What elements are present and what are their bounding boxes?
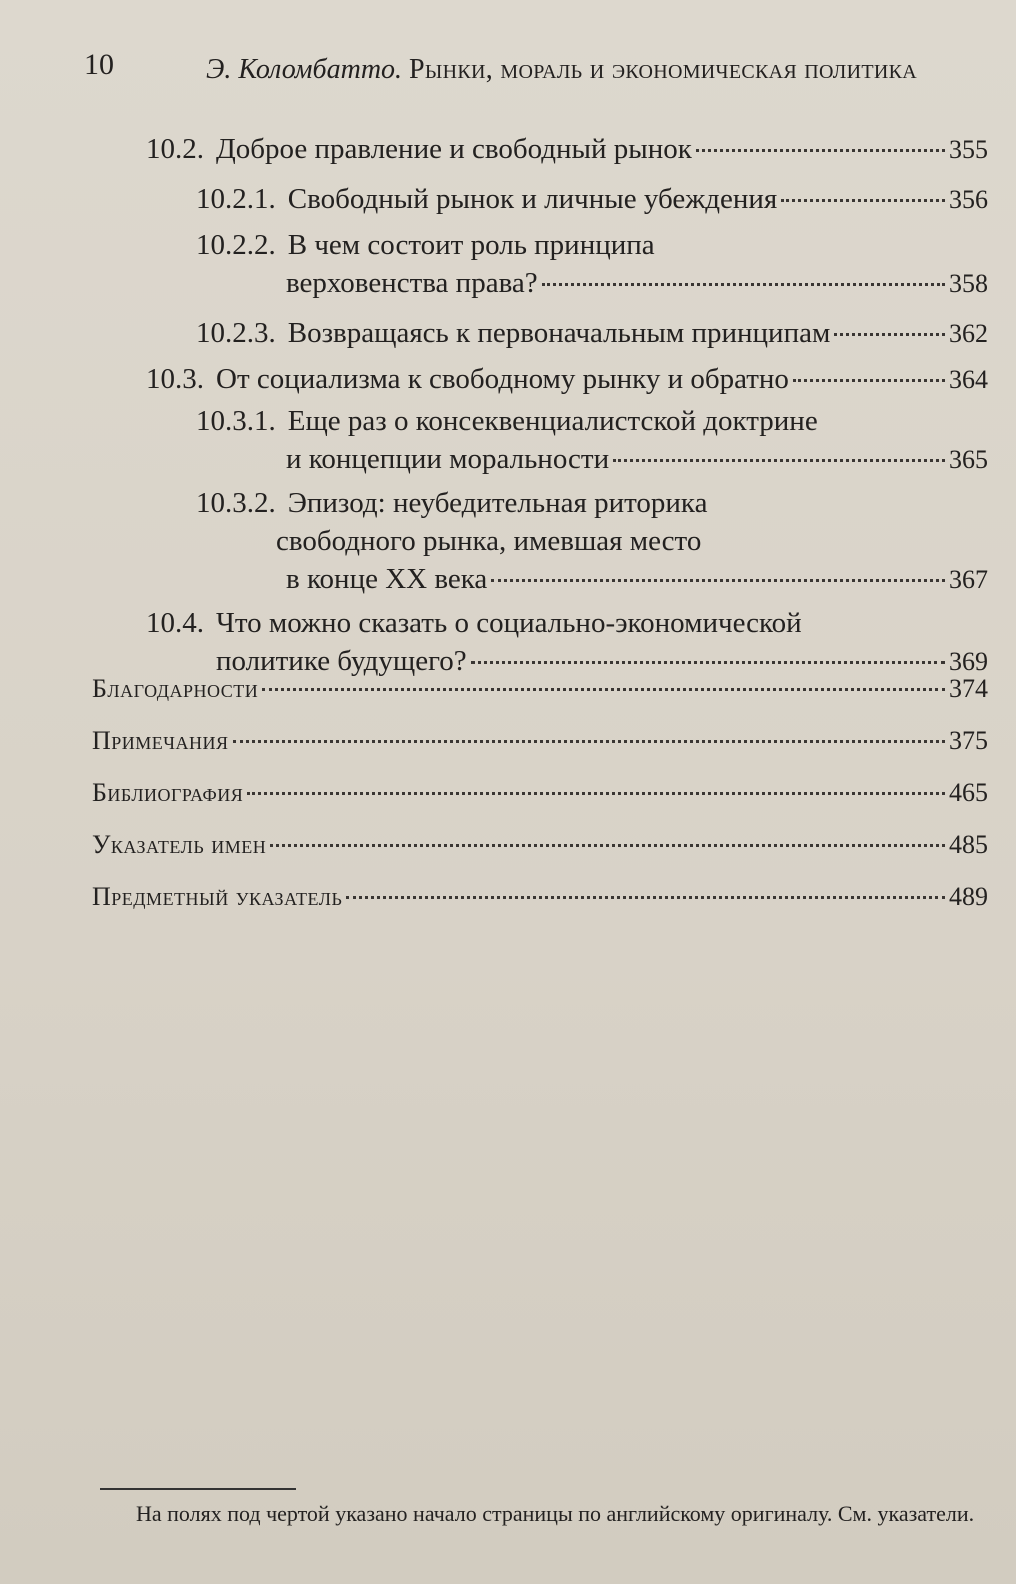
toc-entry-number: 10.2. <box>146 133 204 165</box>
toc-entry-page: 365 <box>949 445 988 474</box>
toc-entry-page: 362 <box>949 319 988 348</box>
page-header <box>84 46 984 96</box>
toc-entry-page: 367 <box>949 565 988 594</box>
toc-entry-subject-index <box>92 878 988 916</box>
toc-entry-title: Примечания <box>92 726 229 755</box>
toc-entry-10-2-3 <box>196 314 988 353</box>
toc-entry-title: Библиография <box>92 778 244 807</box>
toc-entry-number: 10.3.2. <box>196 487 276 519</box>
toc-entry-title: Указатель имен <box>92 830 267 859</box>
toc-entry-title-continuation: верховенства права? <box>286 267 538 299</box>
page-number: 10 <box>84 48 114 81</box>
leader-dots <box>613 459 945 462</box>
toc-entry-title: Благодарности <box>92 674 259 703</box>
leader-dots <box>270 844 945 847</box>
toc-entry-10-3-1 <box>196 402 988 479</box>
toc-entry-name-index <box>92 826 988 864</box>
leader-dots <box>834 333 945 336</box>
leader-dots <box>696 149 945 152</box>
toc-entry-title: Что можно сказать о социально-экономической <box>216 607 802 639</box>
running-head-author: Э. Коломбатто. <box>206 54 403 85</box>
toc-entry-number: 10.2.3. <box>196 317 276 349</box>
running-head-title: Рынки, мораль и экономическая политика <box>409 54 918 85</box>
toc-entry-title: Доброе правление и свободный рынок <box>216 133 692 165</box>
leader-dots <box>542 283 945 286</box>
toc-entry-title-continuation: политике будущего? <box>216 645 467 677</box>
toc-entry-10-2 <box>146 130 988 169</box>
toc-entry-title-continuation: в конце XX века <box>286 563 488 595</box>
toc-entry-title-continuation: и концепции моральности <box>286 443 610 475</box>
footnote-divider <box>100 1488 296 1490</box>
leader-dots <box>781 199 945 202</box>
toc-entry-10-3-2 <box>196 484 988 599</box>
toc-entry-title: Предметный указатель <box>92 882 343 911</box>
toc-entry-title: В чем состоит роль принципа <box>287 229 655 261</box>
toc-entry-title: Свободный рынок и личные убеждения <box>287 183 778 215</box>
leader-dots <box>471 661 945 664</box>
running-head <box>206 54 917 86</box>
toc-entry-bibliography <box>92 774 988 812</box>
leader-dots <box>346 896 945 899</box>
toc-entry-number: 10.2.1. <box>196 183 276 215</box>
toc-entry-10-2-2 <box>196 226 988 303</box>
toc-entry-page: 364 <box>949 365 988 394</box>
toc-entry-number: 10.2.2. <box>196 229 276 261</box>
toc-entry-page: 358 <box>949 269 988 298</box>
toc-entry-page: 489 <box>949 882 988 911</box>
leader-dots <box>793 379 945 382</box>
leader-dots <box>247 792 945 795</box>
toc-entry-number: 10.3. <box>146 363 204 395</box>
toc-entry-notes <box>92 722 988 760</box>
toc-entry-acknowledgements <box>92 670 988 708</box>
toc-entry-title: Еще раз о консеквенциалистской доктрине <box>287 405 818 437</box>
leader-dots <box>491 579 945 582</box>
footnote: На полях под чертой указано начало страницы по английскому оригиналу. См. указатели. <box>136 1501 975 1526</box>
toc-entry-title-continuation: свободного рынка, имевшая место <box>276 525 702 557</box>
toc-entry-page: 369 <box>949 647 988 676</box>
toc-entry-page: 375 <box>949 726 988 755</box>
toc-entry-10-2-1 <box>196 180 988 219</box>
toc-entry-number: 10.3.1. <box>196 405 276 437</box>
toc-entry-number: 10.4. <box>146 607 204 639</box>
toc-entry-page: 356 <box>949 185 988 214</box>
toc-entry-10-3 <box>146 360 988 399</box>
toc-entry-page: 374 <box>949 674 988 703</box>
toc-entry-page: 465 <box>949 778 988 807</box>
leader-dots <box>262 688 945 691</box>
toc-entry-page: 485 <box>949 830 988 859</box>
leader-dots <box>233 740 946 743</box>
toc-entry-title: Возвращаясь к первоначальным принципам <box>287 317 831 349</box>
toc-entry-title: Эпизод: неубедительная риторика <box>287 487 708 519</box>
toc-entry-page: 355 <box>949 135 988 164</box>
toc-entry-title: От социализма к свободному рынку и обратно <box>216 363 789 395</box>
